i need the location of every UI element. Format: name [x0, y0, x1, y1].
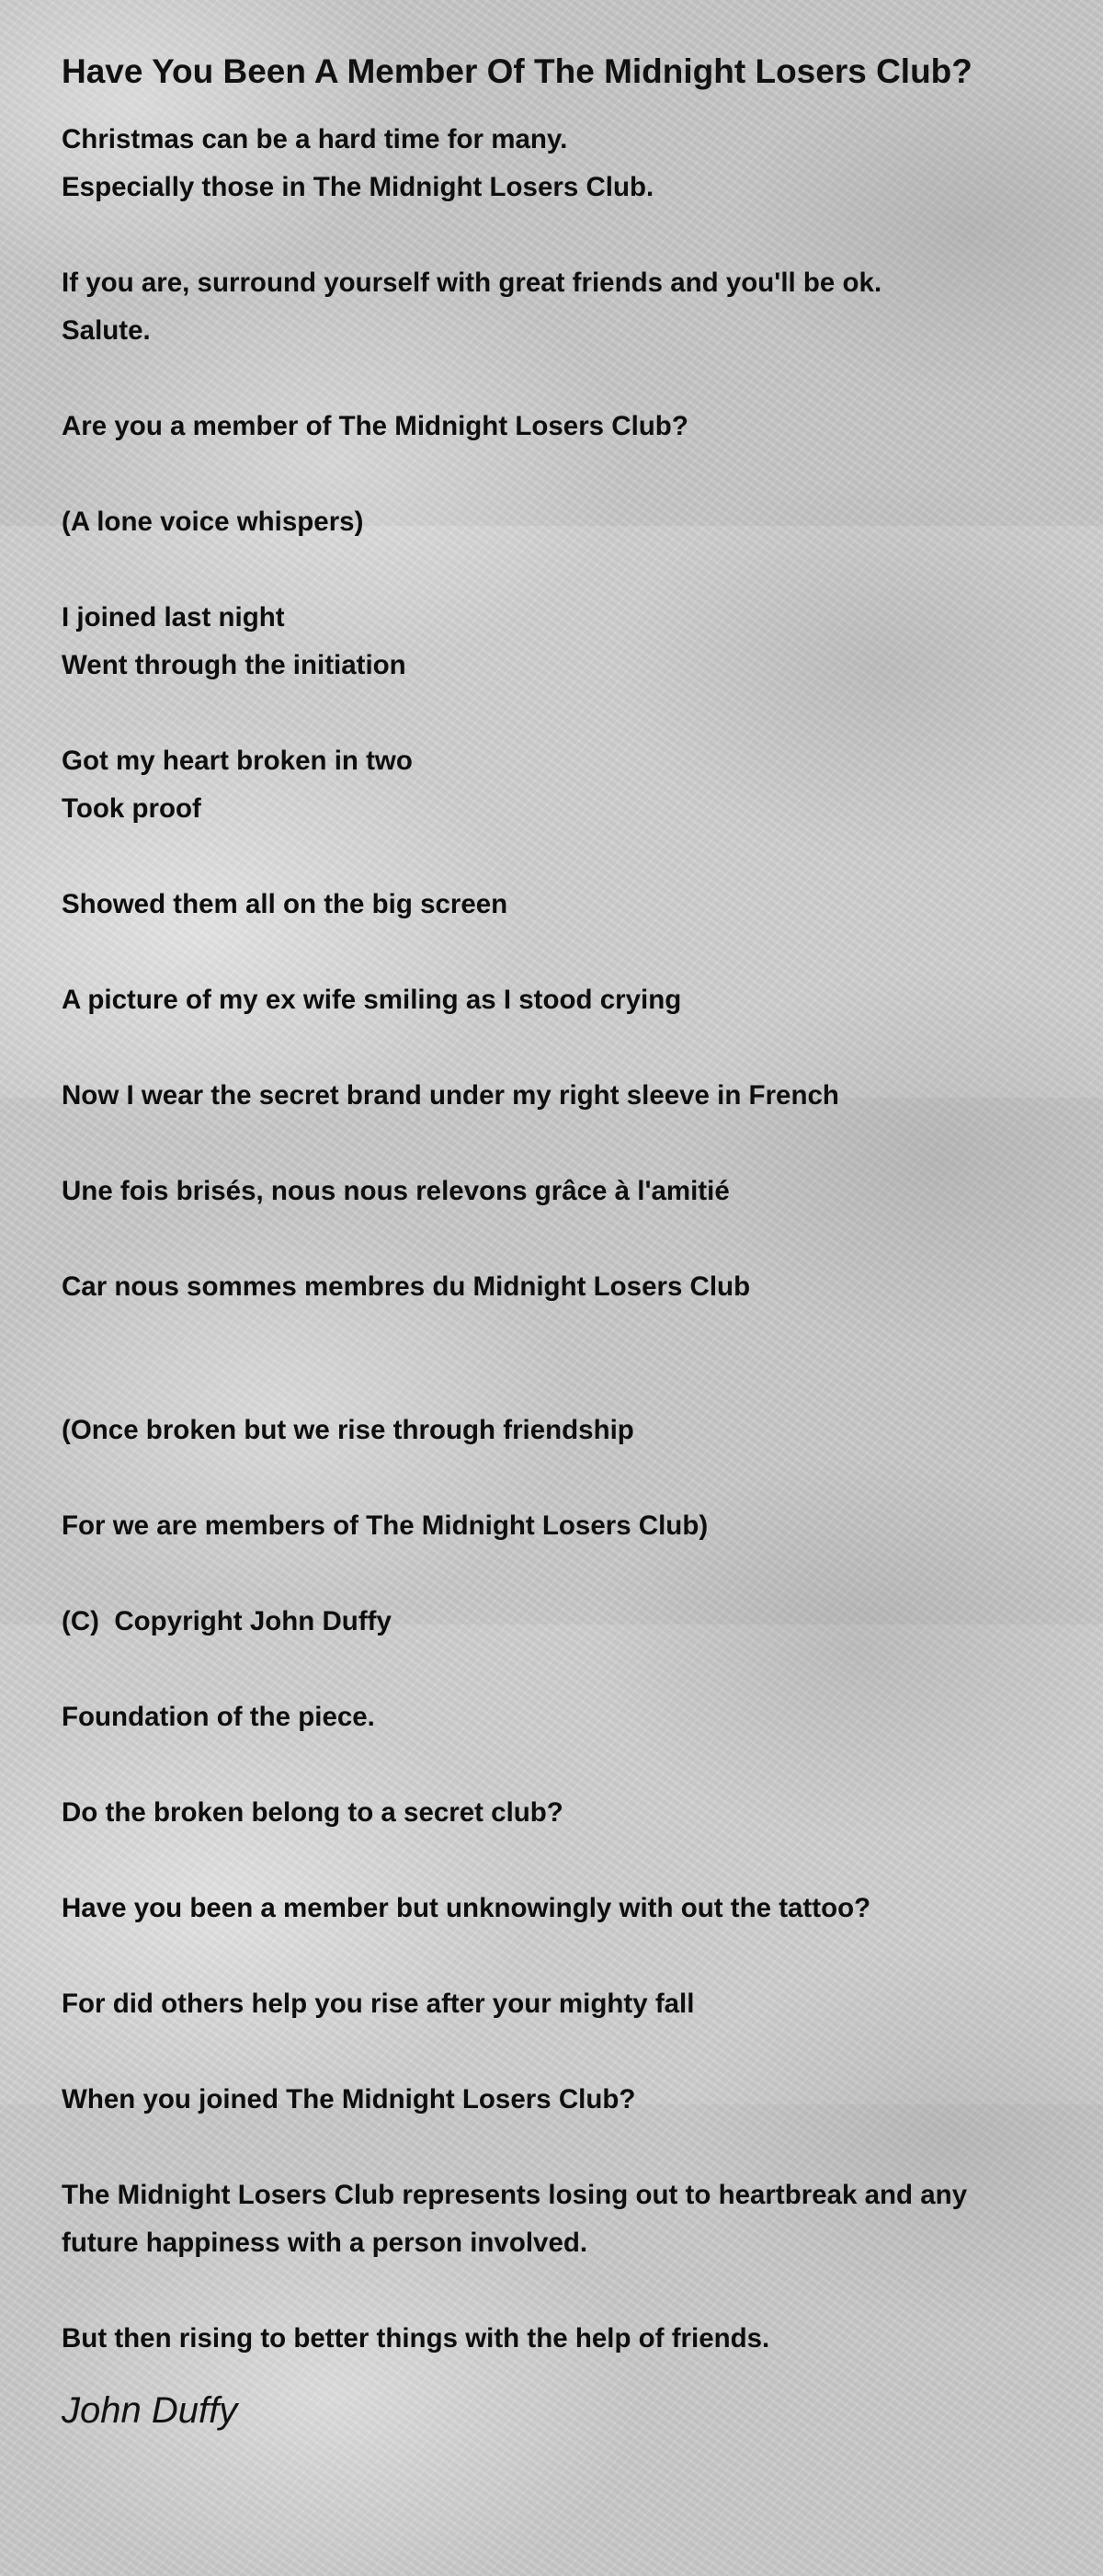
poem-line: (Once broken but we rise through friendship — [62, 1415, 634, 1445]
poem-line: Took proof — [62, 793, 201, 824]
poem-line: A picture of my ex wife smiling as I stood crying — [62, 985, 682, 1015]
poem-line: Foundation of the piece. — [62, 1702, 375, 1732]
stanza — [62, 1885, 1036, 1932]
stanza — [62, 1598, 1036, 1646]
copyright-line: (C) Copyright John Duffy — [62, 1606, 392, 1636]
poem-line: For did others help you rise after your mighty fall — [62, 1989, 695, 2019]
poem-card — [62, 48, 1036, 2436]
stanza — [62, 403, 1036, 450]
stanza — [62, 498, 1036, 546]
stanza — [62, 1263, 1036, 1311]
stanza — [62, 976, 1036, 1024]
poem-author: John Duffy — [62, 2390, 238, 2431]
stanza — [62, 881, 1036, 929]
stanza — [62, 1789, 1036, 1837]
poem-line: Showed them all on the big screen — [62, 889, 508, 919]
poem-line: Especially those in The Midnight Losers Club. — [62, 172, 654, 202]
stanza — [62, 2315, 1036, 2363]
poem-line: I joined last night — [62, 602, 285, 633]
poem-line: Christmas can be a hard time for many. — [62, 124, 568, 154]
stanza — [62, 2171, 1036, 2267]
stanza — [62, 1502, 1036, 1550]
poem-title: Have You Been A Member Of The Midnight Losers Club? — [62, 52, 972, 90]
poem-line: If you are, surround yourself with great friends and you'll be ok. — [62, 268, 882, 298]
stanza — [62, 259, 1036, 355]
stanza — [62, 1693, 1036, 1741]
poem-line: The Midnight Losers Club represents losing out to heartbreak and any future happiness with a person involved. — [62, 2180, 968, 2258]
stanza — [62, 1407, 1036, 1454]
poem-body — [62, 116, 1036, 2363]
stanza — [62, 594, 1036, 690]
poem-line: Salute. — [62, 315, 151, 346]
poem-line: Have you been a member but unknowingly with out the tattoo? — [62, 1893, 871, 1923]
poem-line: Now I wear the secret brand under my right sleeve in French — [62, 1080, 839, 1111]
poem-line: When you joined The Midnight Losers Club? — [62, 2084, 636, 2114]
poem-line: For we are members of The Midnight Losers Club) — [62, 1510, 709, 1541]
poem-line: Are you a member of The Midnight Losers Club? — [62, 411, 688, 441]
stanza — [62, 1168, 1036, 1215]
poem-line: Went through the initiation — [62, 650, 406, 680]
stanza — [62, 2076, 1036, 2124]
stanza — [62, 1980, 1036, 2028]
stanza — [62, 737, 1036, 833]
stanza — [62, 116, 1036, 211]
poem-line: Do the broken belong to a secret club? — [62, 1797, 563, 1828]
poem-line: Got my heart broken in two — [62, 746, 413, 776]
poem-line: Car nous sommes membres du Midnight Losers Club — [62, 1271, 751, 1302]
poem-line: Une fois brisés, nous nous relevons grâce à l'amitié — [62, 1176, 730, 1206]
poem-line: (A lone voice whispers) — [62, 507, 364, 537]
poem-line: But then rising to better things with the help of friends. — [62, 2323, 770, 2354]
stanza — [62, 1072, 1036, 1120]
